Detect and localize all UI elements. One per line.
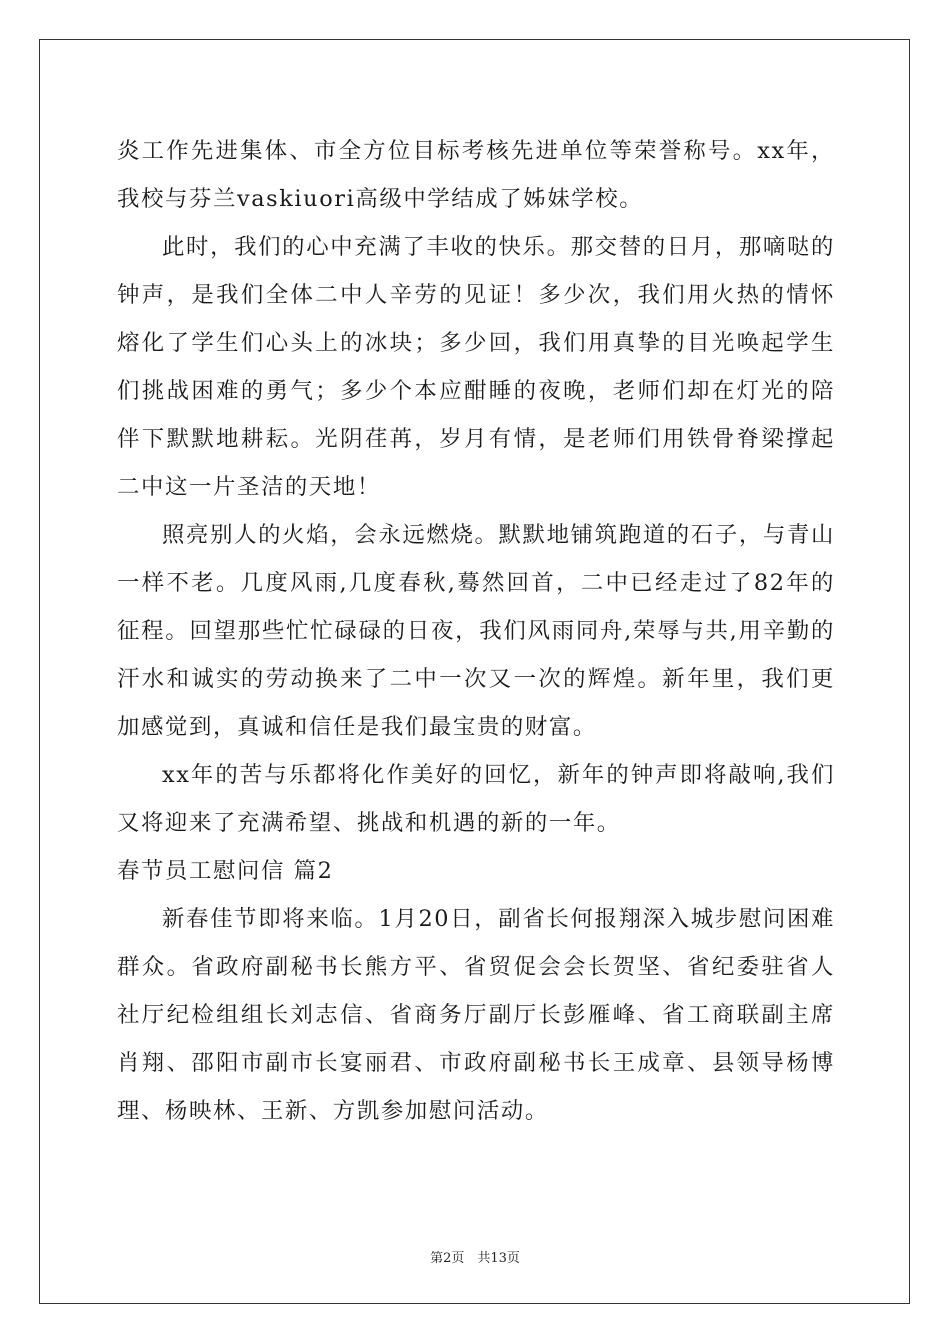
page-number-footer: 第2页 共13页 <box>430 1251 520 1266</box>
paragraph-history: 照亮别人的火焰，会永远燃烧。默默地铺筑跑道的石子，与青山一样不老。几度风雨,几度春秋,蓦然回首，二中已经走过了82年的征程。回望那些忙忙碌碌的日夜，我们风雨同舟,荣辱与共,用辛勤的汗水和诚实的劳动换来了二中一次又一次的辉煌。新年里，我们更加感觉到，真诚和信任是我们最宝贵的财富。 <box>117 522 835 740</box>
document-body <box>117 127 835 1135</box>
paragraph-harvest: 此时，我们的心中充满了丰收的快乐。那交替的日月，那嘀哒的钟声，是我们全体二中人辛劳的见证！多少次，我们用火热的情怀熔化了学生们心头上的冰块；多少回，我们用真挚的目光唤起学生们挑战困难的勇气；多少个本应酣睡的夜晚，老师们却在灯光的陪伴下默默地耕耘。光阴荏苒，岁月有情，是老师们用铁骨脊梁撑起二中这一片圣洁的天地！ <box>117 234 835 500</box>
paragraph-visit: 新春佳节即将来临。1月20日，副省长何报翔深入城步慰问困难群众。省政府副秘书长熊方平、省贸促会会长贺坚、省纪委驻省人社厅纪检组组长刘志信、省商务厅副厅长彭雁峰、省工商联副主席肖翔、邵阳市副市长宴丽君、市政府副秘书长王成章、县领导杨博理、杨映林、王新、方凯参加慰问活动。 <box>117 906 835 1124</box>
section-heading: 春节员工慰问信 篇2 <box>117 858 334 884</box>
paragraph-new-year: xx年的苦与乐都将化作美好的回忆，新年的钟声即将敲响,我们又将迎来了充满希望、挑战和机遇的新的一年。 <box>117 762 835 836</box>
paragraph-continuation: 炎工作先进集体、市全方位目标考核先进单位等荣誉称号。xx年，我校与芬兰vaskiuori高级中学结成了姊妹学校。 <box>117 138 835 212</box>
